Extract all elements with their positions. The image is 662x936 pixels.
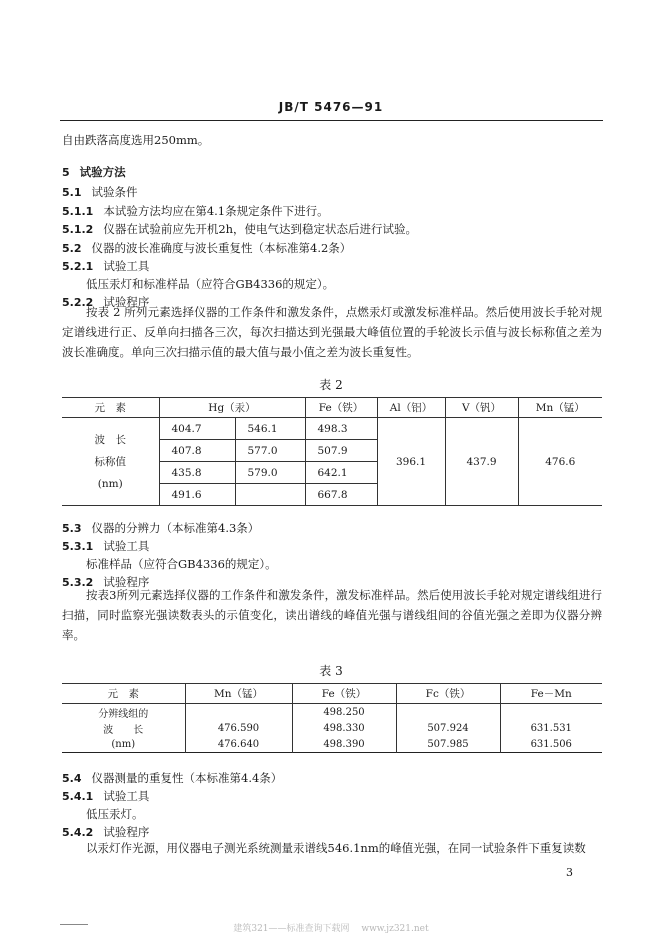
fc-value (396, 704, 500, 721)
section-title: 试验方法 (79, 165, 126, 179)
footer-watermark: 建筑321——标准查询下载网 www.jz321.net (233, 924, 429, 934)
header-cell: 元 素 (62, 684, 185, 704)
section-number: 5.2.1 (62, 260, 94, 273)
fc-value: 507.924 (396, 720, 500, 736)
header-cell: Al（铝） (377, 398, 445, 418)
table-2-header-row (62, 398, 602, 418)
section-number: 5.2 (62, 242, 82, 255)
row-label-cell (62, 418, 159, 506)
section-5-2-1-body: 低压汞灯和标准样品（应符合GB4336的规定）。 (86, 277, 335, 291)
table-3 (62, 683, 602, 753)
table-row (62, 736, 602, 753)
header-cell: Fe（铁） (292, 684, 396, 704)
hg-value: 435.8 (159, 462, 235, 484)
mn-value: 476.590 (185, 720, 292, 736)
header-cell: Hg（汞） (159, 398, 305, 418)
section-5-3-1-heading (62, 538, 149, 555)
header-cell: 元 素 (62, 398, 159, 418)
fe-value: 498.3 (305, 418, 377, 440)
section-5-4-2-body: 以汞灯作光源，用仪器电子测光系统测量汞谱线546.1nm的峰值光强，在同一试验条件下重复读数 (86, 841, 586, 855)
section-number: 5 (62, 166, 70, 179)
fe-value: 498.250 (292, 704, 396, 721)
section-5-heading (62, 164, 126, 181)
hg-value: 579.0 (235, 462, 305, 484)
fe-mn-value: 631.506 (500, 736, 602, 753)
section-number: 5.4.2 (62, 826, 94, 839)
section-number: 5.3.1 (62, 540, 94, 553)
section-5-4-1-heading (62, 788, 149, 805)
table-row (62, 418, 602, 440)
v-value: 437.9 (445, 418, 518, 506)
header-cell: Mn（锰） (185, 684, 292, 704)
section-5-1-1 (62, 203, 329, 220)
fe-mn-value (500, 704, 602, 721)
section-title: 仪器的波长准确度与波长重复性（本标准第4.2条） (91, 241, 352, 255)
section-5-4-heading (62, 770, 282, 787)
row-label-line: 分辨线组的 (62, 704, 185, 721)
section-title: 仪器的分辨力（本标准第4.3条） (91, 521, 260, 535)
header-rule (60, 120, 603, 121)
header-cell: Fe－Mn (500, 684, 602, 704)
mn-value: 476.640 (185, 736, 292, 753)
hg-value: 491.6 (159, 484, 235, 506)
section-title: 仪器测量的重复性（本标准第4.4条） (91, 771, 283, 785)
row-label-line: 波 长 (94, 433, 126, 446)
section-title: 试验程序 (103, 295, 150, 309)
section-text: 本试验方法均应在第4.1条规定条件下进行。 (103, 204, 329, 218)
mn-value: 476.6 (518, 418, 602, 506)
table-3-header-row (62, 684, 602, 704)
table-2-caption: 表 2 (319, 378, 343, 392)
fe-value: 498.390 (292, 736, 396, 753)
document-code: JB/T 5476—91 (278, 100, 384, 114)
header-cell: Mn（锰） (518, 398, 602, 418)
hg-value: 546.1 (235, 418, 305, 440)
page-number: 3 (566, 866, 573, 879)
al-value: 396.1 (377, 418, 445, 506)
hg-value: 577.0 (235, 440, 305, 462)
row-label-line: (nm) (62, 736, 185, 753)
section-title: 试验条件 (91, 185, 138, 199)
section-5-3-2-body: 按表3所列元素选择仪器的工作条件和激发条件，激发标准样品。然后使用波长手轮对规定谱线组进行扫描，同时监察光强读数表头的示值变化，读出谱线的峰值光强与谱线组间的谷值光强之差即为仪器分辨率。 (62, 588, 602, 642)
section-5-2-2-body: 按表 2 所列元素选择仪器的工作条件和激发条件，点燃汞灯或激发标准样品。然后使用波长手轮对规定谱线进行正、反单向扫描各三次，每次扫描达到光强最大峰值位置的手轮波长示值与波长标称值之差为波长准确度。单向三次扫描示值的最大值与最小值之差为波长重复性。 (62, 305, 602, 359)
header-cell: Fe（铁） (305, 398, 377, 418)
section-number: 5.4 (62, 772, 82, 785)
section-number: 5.4.1 (62, 790, 94, 803)
header-cell: Fc（铁） (396, 684, 500, 704)
section-title: 试验工具 (103, 789, 150, 803)
section-5-4-1-body: 低压汞灯。 (86, 807, 144, 821)
fe-value: 642.1 (305, 462, 377, 484)
table-row (62, 720, 602, 736)
intro-line: 自由跌落高度选用250mm。 (62, 133, 210, 147)
section-title: 试验工具 (103, 539, 150, 553)
section-5-1-heading (62, 184, 138, 201)
table-3-caption: 表 3 (319, 664, 343, 678)
section-title: 试验程序 (103, 825, 150, 839)
fe-mn-value: 631.531 (500, 720, 602, 736)
header-cell: V（钒） (445, 398, 518, 418)
section-number: 5.3 (62, 522, 82, 535)
section-number: 5.1.1 (62, 205, 94, 218)
row-label-line: 标称值 (94, 455, 126, 468)
section-5-3-heading (62, 520, 259, 537)
fe-value: 498.330 (292, 720, 396, 736)
section-number: 5.1 (62, 186, 82, 199)
section-number: 5.3.2 (62, 576, 94, 589)
fc-value: 507.985 (396, 736, 500, 753)
table-2 (62, 397, 602, 506)
mn-value (185, 704, 292, 721)
fe-value: 507.9 (305, 440, 377, 462)
row-label-line: (nm) (97, 477, 123, 490)
row-label-line: 波 长 (62, 720, 185, 736)
section-title: 试验工具 (103, 259, 150, 273)
section-title: 试验程序 (103, 575, 150, 589)
section-number: 5.1.2 (62, 223, 94, 236)
hg-value (235, 484, 305, 506)
fe-value: 667.8 (305, 484, 377, 506)
hg-value: 407.8 (159, 440, 235, 462)
hg-value: 404.7 (159, 418, 235, 440)
section-5-2-heading (62, 240, 351, 257)
section-number: 5.2.2 (62, 296, 94, 309)
section-5-1-2 (62, 221, 417, 238)
section-5-3-1-body: 标准样品（应符合GB4336的规定）。 (86, 557, 277, 571)
section-5-2-1-heading (62, 258, 149, 275)
table-row (62, 704, 602, 721)
section-text: 仪器在试验前应先开机2h，使电气达到稳定状态后进行试验。 (103, 222, 418, 236)
